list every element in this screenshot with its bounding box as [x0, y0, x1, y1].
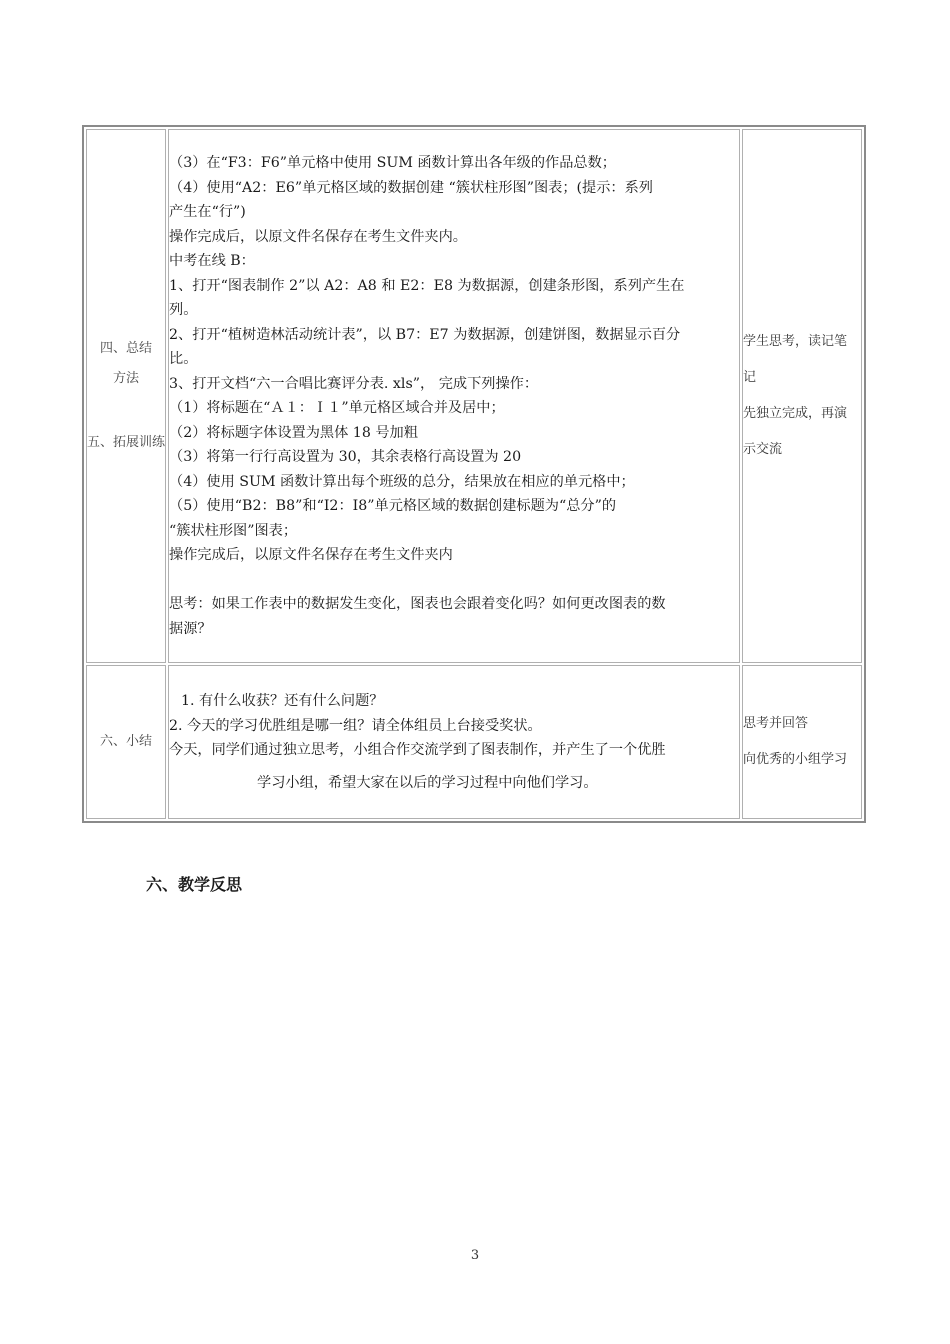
content-line: 1. 有什么收获？还有什么问题？ — [181, 693, 384, 709]
content-line: 操作完成后，以原文件名保存在考生文件夹内 — [169, 547, 453, 563]
content-line: （4）使用“A2：E6”单元格区域的数据创建 “簇状柱形图”图表；(提示：系列 — [169, 179, 653, 196]
stage-label: 六、小结 — [99, 734, 152, 749]
lesson-plan-table — [82, 125, 866, 823]
content-line: 2、打开“植树造林活动统计表”，以 B7：E7 为数据源，创建饼图，数据显示百分 — [169, 326, 681, 343]
content-line: “簇状柱形图”图表； — [169, 522, 298, 539]
stage-cell — [86, 665, 166, 819]
student-activity-line: 思考并回答 — [743, 716, 809, 731]
stage-cell — [86, 129, 166, 663]
content-cell — [168, 129, 740, 663]
content-line: 列。 — [169, 302, 198, 318]
content-line: 据源？ — [169, 620, 212, 637]
blank-line — [169, 568, 739, 593]
content-line: 学习小组，希望大家在以后的学习过程中向他们学习。 — [257, 774, 598, 791]
student-activity-line: 向优秀的小组学习 — [743, 752, 848, 767]
stage-label: 方法 — [112, 371, 139, 386]
page-number: 3 — [470, 1248, 480, 1263]
content-line: （3）在“F3：F6”单元格中使用 SUM 函数计算出各年级的作品总数； — [169, 155, 616, 171]
content-line: 3、打开文档“六一合唱比赛评分表. xls”， 完成下列操作： — [169, 375, 539, 392]
content-line: 产生在“行”) — [169, 204, 246, 220]
stage-label: 四、总结 — [99, 341, 152, 356]
content-line: 2. 今天的学习优胜组是哪一组？请全体组员上台接受奖状。 — [169, 717, 542, 734]
content-line: 中考在线 B： — [169, 253, 255, 269]
content-line: （4）使用 SUM 函数计算出每个班级的总分，结果放在相应的单元格中； — [169, 473, 635, 490]
content-line: 1、打开“图表制作 2”以 A2：A8 和 E2：E8 为数据源，创建条形图，系列产生在 — [169, 277, 685, 294]
section-heading: 六、教学反思 — [146, 875, 243, 894]
content-cell — [168, 665, 740, 819]
student-activity-line: 记 — [743, 370, 757, 385]
content-line: 比。 — [169, 351, 198, 367]
student-activity-cell — [742, 129, 862, 663]
content-line: （2）将标题字体设置为黑体 18 号加粗 — [169, 424, 418, 441]
content-line: （1）将标题在“Ａ１：Ｉ１”单元格区域合并及居中； — [169, 400, 505, 416]
stage-label: 五、拓展训练 — [87, 435, 166, 450]
table-row — [86, 129, 862, 663]
content-line: 思考：如果工作表中的数据发生变化，图表也会跟着变化吗？如何更改图表的数 — [169, 596, 666, 612]
student-activity-line: 先独立完成，再演 — [743, 406, 848, 421]
content-line: 操作完成后，以原文件名保存在考生文件夹内。 — [169, 228, 467, 245]
table-row — [86, 665, 862, 819]
content-line: 今天，同学们通过独立思考，小组合作交流学到了图表制作，并产生了一个优胜 — [169, 742, 666, 758]
content-line: （5）使用“B2：B8”和“I2：I8”单元格区域的数据创建标题为“总分”的 — [169, 498, 617, 514]
student-activity-line: 学生思考，读记笔 — [743, 334, 848, 349]
content-line: （3）将第一行行高设置为 30，其余表格行高设置为 20 — [169, 449, 522, 465]
student-activity-line: 示交流 — [743, 442, 783, 457]
student-activity-cell — [742, 665, 862, 819]
